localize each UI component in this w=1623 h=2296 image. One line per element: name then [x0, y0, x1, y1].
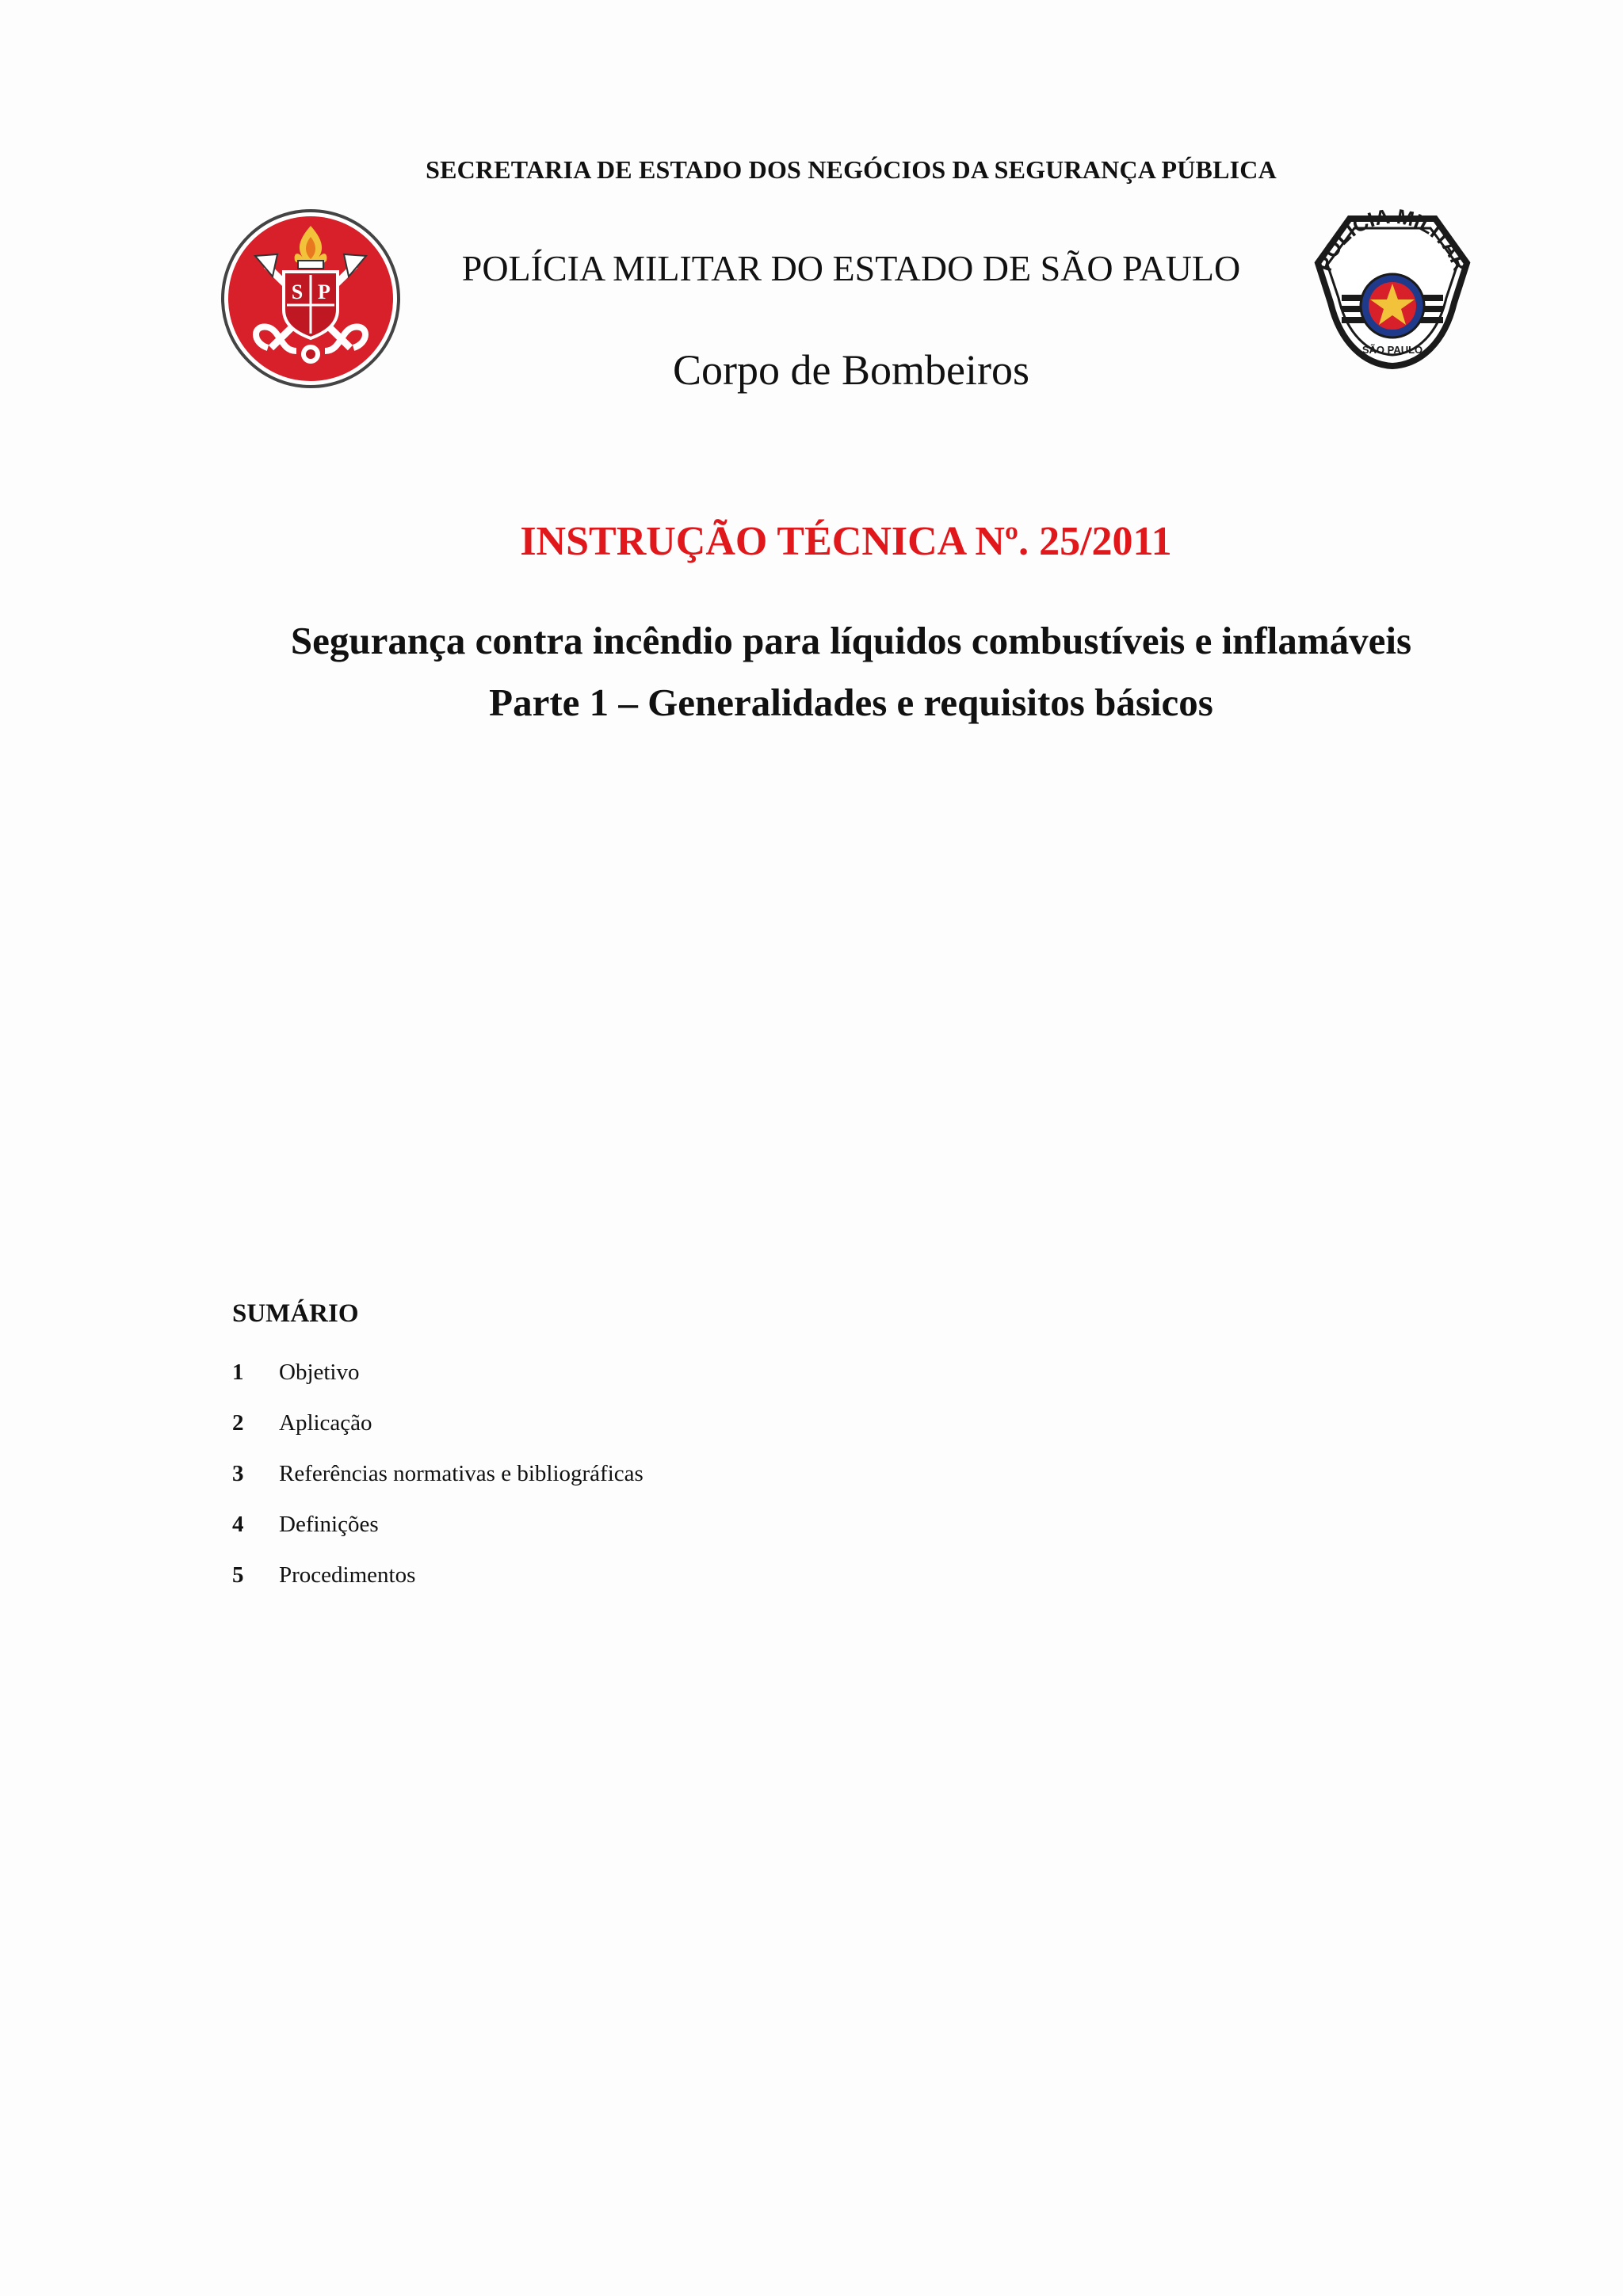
badge-top-text: POLICIA MILITAR — [1312, 208, 1473, 275]
emblem-letter-p: P — [318, 280, 330, 303]
badge-bottom-text: SÃO PAULO — [1361, 344, 1423, 356]
summary-item-number: 3 — [232, 1461, 244, 1486]
summary-item-number: 4 — [232, 1512, 244, 1537]
summary-item-label: Referências normativas e bibliográficas — [279, 1461, 643, 1486]
summary-list — [232, 1360, 643, 1613]
summary-item — [232, 1360, 643, 1410]
subtitle-line-1: Segurança contra incêndio para líquidos combustíveis e inflamáveis — [290, 619, 1412, 662]
summary-item-number: 5 — [232, 1562, 244, 1588]
summary-item-label: Objetivo — [279, 1360, 360, 1385]
organization-title: POLÍCIA MILITAR DO ESTADO DE SÃO PAULO — [461, 248, 1241, 288]
subtitle-line-2: Parte 1 – Generalidades e requisitos básicos — [489, 681, 1213, 724]
summary-item — [232, 1461, 643, 1512]
corps-title: Corpo de Bombeiros — [673, 346, 1029, 394]
secretariat-heading: SECRETARIA DE ESTADO DOS NEGÓCIOS DA SEGURANÇA PÚBLICA — [426, 155, 1277, 184]
summary-item — [232, 1512, 643, 1562]
summary-item-label: Definições — [279, 1512, 379, 1537]
summary-heading: SUMÁRIO — [232, 1299, 359, 1328]
summary-item — [232, 1410, 643, 1461]
summary-item-label: Procedimentos — [279, 1562, 416, 1588]
emblem-letter-s: S — [291, 280, 304, 303]
summary-item-number: 2 — [232, 1410, 244, 1436]
summary-item-label: Aplicação — [279, 1410, 372, 1436]
summary-item — [232, 1562, 643, 1613]
document-subtitle — [0, 610, 1623, 734]
summary-item-number: 1 — [232, 1360, 244, 1385]
instruction-title: INSTRUÇÃO TÉCNICA Nº. 25/2011 — [520, 519, 1172, 564]
